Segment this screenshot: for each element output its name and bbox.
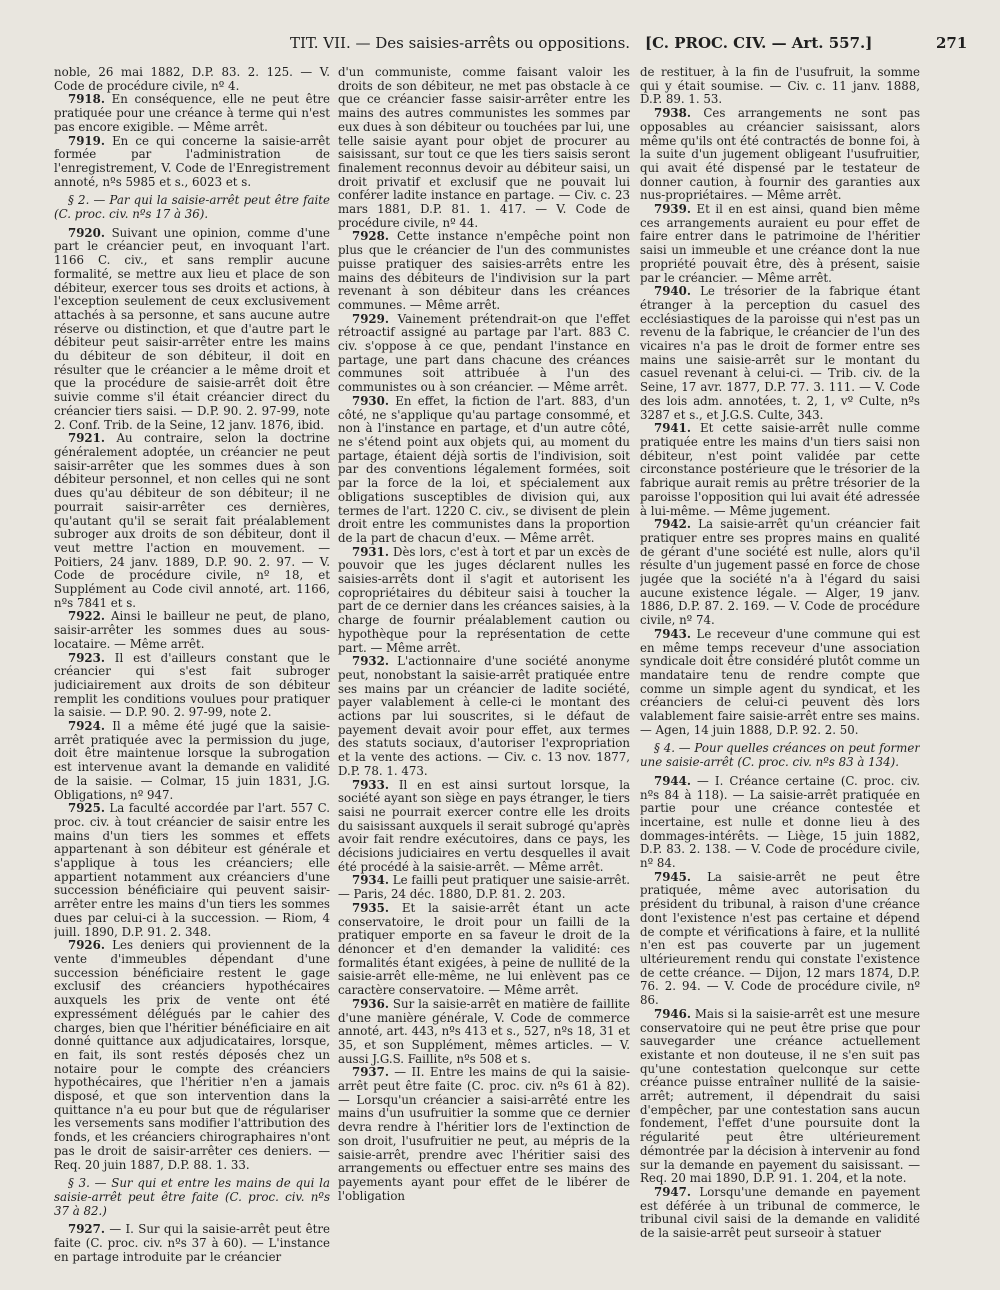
paragraph-number: 7924.	[68, 719, 105, 734]
numbered-paragraph	[338, 1066, 630, 1203]
paragraph-number: 7935.	[352, 900, 389, 915]
paragraph-number: 7937.	[352, 1065, 389, 1080]
paragraph-number: 7931.	[352, 544, 389, 559]
continued-paragraph: de restituer, à la fin de l'usufruit, la somme qui y était soumise. — Civ. c. 11 janv. 1888, D.P. 89. 1. 53.	[640, 66, 920, 107]
numbered-paragraph	[338, 230, 630, 312]
paragraph-text: La faculté accordée par l'art. 557 C. proc. civ. à tout créancier de saisir entre les mains d'un tiers les sommes et effets appartenant à son débiteur est générale et s'applique à tous les créanciers; elle appartient notamment aux créanciers d'une succession bénéficiaire qui peuvent saisir-arrêter entre les mains d'un tiers les sommes dues par celui-ci à la succession. — Riom, 4 juill. 1890, D.P. 91. 2. 348.	[54, 801, 330, 939]
numbered-paragraph	[54, 432, 330, 610]
numbered-paragraph	[54, 610, 330, 651]
paragraph-text: Le failli peut pratiquer une saisie-arrêt. — Paris, 24 déc. 1880, D.P. 81. 2. 203.	[338, 873, 630, 902]
paragraph-text: Il en est ainsi surtout lorsque, la société ayant son siège en pays étranger, le tiers saisi ne pourrait exercer contre elle les droits du saisissant auxquels il serait subrogé qu'après avoir fait rendre exécutoires, dans ce pays, les décisions judiciaires en vertu desquelles il avait été procédé à la saisie-arrêt. — Même arrêt.	[338, 777, 630, 874]
paragraph-text: La saisie-arrêt qu'un créancier fait pratiquer entre ses propres mains en qualité de gérant d'une société est nulle, alors qu'il résulte d'un jugement passé en force de chose jugée que la société n'a à l'égard du saisi aucune existence légale. — Alger, 19 janv. 1886, D.P. 87. 2. 169. — V. Code de procédure civile, nº 74.	[640, 517, 920, 628]
paragraph-number: 7939.	[654, 202, 691, 217]
paragraph-text: — II. Entre les mains de qui la saisie-arrêt peut être faite (C. proc. civ. nºs 61 à 82). — Lorsqu'un créancier a saisi-arrêté entre les mains d'un usufruitier la somme que ce dernier devra rendre à l'héritier lors de l'extinction de son droit, l'usufruitier ne peut, au mépris de la saisie-arrêt, prendre avec l'héritier saisi des arrangements ou effectuer entre ses mains des payements ayant pour effet de le libérer de l'obligation	[338, 1065, 630, 1203]
paragraph-number: 7940.	[654, 284, 691, 299]
numbered-paragraph	[640, 871, 920, 1008]
section-heading	[54, 1177, 330, 1218]
continued-paragraph: d'un communiste, comme faisant valoir les droits de son débiteur, ne met pas obstacle à ce que ce créancier fasse saisir-arrêter entre les mains des autres communistes les sommes par eux dues à son débiteur ou touchées par lui, une telle saisie ayant pour objet de procurer au saisissant, sur tout ce que les tiers saisis seront finalement reconnus devoir au débiteur saisi, un droit privatif et exclusif que ne pouvait lui conférer ladite instance en partage. — Civ. c. 23 mars 1881, D.P. 81. 1. 417. — V. Code de procédure civile, nº 44.	[338, 66, 630, 230]
paragraph-number: 7930.	[352, 393, 389, 408]
paragraph-text: Le trésorier de la fabrique étant étranger à la perception du casuel des ecclésiastiques de la paroisse qui n'est pas un revenu de la fabrique, le créancier de l'un des vicaires n'a pas le droit de former entre ses mains une saisie-arrêt sur le montant du casuel revenant à celui-ci. — Trib. civ. de la Seine, 17 avr. 1877, D.P. 77. 3. 111. — V. Code des lois adm. annotées, t. 2, 1, vº Culte, nºs 3287 et s., et J.G.S. Culte, 343.	[640, 284, 920, 422]
paragraph-number: 7942.	[654, 517, 691, 532]
paragraph-number: 7933.	[352, 777, 389, 792]
paragraph-number: 7944.	[654, 773, 691, 788]
paragraph-text: Ces arrangements ne sont pas opposables au créancier saisissant, alors même qu'ils ont été contractés de bonne foi, à la suite d'un jugement obligeant l'usufruitier, qui avait été dispensé par le testateur de donner caution, à fournir des garanties aux nus-propriétaires. — Même arrêt.	[640, 106, 920, 203]
numbered-paragraph	[338, 998, 630, 1067]
numbered-paragraph	[54, 802, 330, 939]
paragraph-number: 7920.	[68, 225, 105, 240]
paragraph-text: En effet, la fiction de l'art. 883, d'un côté, ne s'applique qu'au partage consommé, et non à l'instance en partage, et d'un autre côté, ne s'étend point aux objets qui, au moment du partage, étaient déjà sortis de l'indivision, soit par des conventions légalement formées, soit par la force de la loi, et spécialement aux obligations susceptibles de division qui, aux termes de l'art. 1220 C. civ., se divisent de plein droit entre les communistes dans la proportion de la part de chacun d'eux. — Même arrêt.	[338, 393, 630, 545]
paragraph-text: La saisie-arrêt ne peut être pratiquée, même avec autorisation du président du tribunal, à raison d'une créance dont l'existence n'est pas certaine et dépend de compte et vérifications à faire, et la nullité n'en est pas couverte par un jugement ultérieurement rendu qui constate l'existence de cette créance. — Dijon, 12 mars 1874, D.P. 76. 2. 94. — V. Code de procédure civile, nº 86.	[640, 869, 920, 1008]
numbered-paragraph	[338, 902, 630, 998]
numbered-paragraph	[338, 779, 630, 875]
paragraph-number: 7938.	[654, 106, 691, 121]
paragraph-number: 7925.	[68, 801, 105, 816]
section-heading	[54, 194, 330, 221]
paragraph-text: Et il en est ainsi, quand bien même ces arrangements auraient eu pour effet de faire entrer dans le patrimoine de l'héritier saisi un immeuble et une créance dont la nue propriété pouvait être, dès à présent, saisie par le créancier. — Même arrêt.	[640, 202, 920, 285]
numbered-paragraph	[338, 546, 630, 656]
paragraph-text: En conséquence, elle ne peut être pratiquée pour une créance à terme qui n'est pas encore exigible. — Même arrêt.	[54, 92, 330, 134]
numbered-paragraph	[640, 1008, 920, 1186]
paragraph-number: 7932.	[352, 654, 389, 669]
paragraph-text: Suivant une opinion, comme d'une part le créancier peut, en invoquant l'art. 1166 C. civ., et sans remplir aucune formalité, se mettre aux lieu et place de son débiteur, exercer tous ses droits et actions, à l'exception seulement de ceux exclusivement attachés à sa personne, et sans aucune autre réserve ou distinction, et que d'autre part le débiteur peut saisir-arrêter entre les mains du débiteur de son débiteur, il doit en résulter que le créancier a le même droit et que la procédure de saisie-arrêt doit être suivie comme s'il était créancier direct du créancier tiers saisi. — D.P. 90. 2. 97-99, note 2. Conf. Trib. de la Seine, 12 janv. 1876, ibid.	[54, 225, 330, 432]
paragraph-number: 7919.	[68, 133, 105, 148]
paragraph-text: En ce qui concerne la saisie-arrêt formée par l'administration de l'enregistrement, V. Code de l'Enregistrement annoté, nºs 5985 et s., 6023 et s.	[54, 133, 330, 189]
numbered-paragraph	[338, 874, 630, 901]
running-title: TIT. VII. — Des saisies-arrêts ou oppositions.	[290, 34, 631, 52]
paragraph-text: Et cette saisie-arrêt nulle comme pratiquée entre les mains d'un tiers saisi non débiteur, n'est point validée par cette circonstance postérieure que le trésorier de la fabrique aurait remis au prêtre trésorier de la paroisse l'opposition qui lui avait été adressée à lui-même. — Même jugement.	[640, 421, 920, 518]
numbered-paragraph	[54, 1223, 330, 1264]
numbered-paragraph	[640, 285, 920, 422]
paragraph-text: Et la saisie-arrêt étant un acte conservatoire, le droit pour un failli de la pratiquer emporte en sa faveur le droit de la dénoncer et d'en demander la validité: ces formalités étant exigées, à peine de nullité de la saisie-arrêt elle-même, ne lui enlèvent pas ce caractère conservatoire. — Même arrêt.	[338, 900, 630, 998]
paragraph-text: Au contraire, selon la doctrine généralement adoptée, un créancier ne peut saisir-arrêter que les sommes dues à son débiteur personnel, et non celles qui ne sont dues qu'au débiteur de son débiteur; il ne pourrait saisir-arrêter ces dernières, qu'autant qu'il se serait fait préalablement subroger aux droits de son débiteur, dont il veut mettre l'action en mouvement. — Poitiers, 24 janv. 1889, D.P. 90. 2. 97. — V. Code de procédure civile, nº 18, et Supplément au Code civil annoté, art. 1166, nºs 7841 et s.	[54, 431, 330, 610]
numbered-paragraph	[640, 107, 920, 203]
numbered-paragraph	[54, 135, 330, 190]
article-reference: [C. PROC. CIV. — Art. 557.]	[645, 34, 873, 52]
continued-paragraph: noble, 26 mai 1882, D.P. 83. 2. 125. — V. Code de procédure civile, nº 4.	[54, 66, 330, 93]
paragraph-number: 7943.	[654, 626, 691, 641]
numbered-paragraph	[54, 93, 330, 134]
paragraph-text: — I. Créance certaine (C. proc. civ. nºs 84 à 118). — La saisie-arrêt pratiquée en partie pour une créance contestée et incertaine, est nulle et donne lieu à des dommages-intérêts. — Liège, 15 juin 1882, D.P. 83. 2. 138. — V. Code de procédure civile, nº 84.	[640, 773, 920, 871]
paragraph-text: Le receveur d'une commune qui est en même temps receveur d'une association syndicale doit être considéré plutôt comme un mandataire tenu de rendre compte que comme un simple agent du syndicat, et les créanciers de celui-ci peuvent dès lors valablement faire saisie-arrêt entre ses mains. — Agen, 14 juin 1888, D.P. 92. 2. 50.	[640, 626, 920, 737]
page-header	[0, 34, 1000, 58]
paragraph-text: Sur la saisie-arrêt en matière de faillite d'une manière générale, V. Code de commerce annoté, art. 443, nºs 413 et s., 527, nºs 18, 31 et 35, et son Supplément, mêmes articles. — V. aussi J.G.S. Faillite, nºs 508 et s.	[338, 996, 630, 1066]
section-heading-text: § 3. — Sur qui et entre les mains de qui la saisie-arrêt peut être faite (C. proc. civ. nºs 37 à 82.)	[54, 1176, 330, 1218]
numbered-paragraph	[640, 518, 920, 628]
paragraph-text: Il est d'ailleurs constant que le créancier qui s'est fait subroger judiciairement aux droits de son débiteur remplit les conditions voulues pour pratiquer la saisie. — D.P. 90. 2. 97-99, note 2.	[54, 650, 330, 720]
paragraph-number: 7945.	[654, 869, 691, 884]
numbered-paragraph	[338, 313, 630, 395]
page-number: 271	[936, 34, 968, 52]
numbered-paragraph	[54, 652, 330, 721]
paragraph-text: Vainement prétendrait-on que l'effet rétroactif assigné au partage par l'art. 883 C. civ. s'oppose à ce que, pendant l'instance en partage, une part dans chacune des créances communes soit attribuée à l'un des communistes ou à son créancier. — Même arrêt.	[338, 311, 630, 395]
numbered-paragraph	[640, 775, 920, 871]
paragraph-text: Il a même été jugé que la saisie-arrêt pratiquée avec la permission du juge, doit être maintenue lorsque la subrogation est intervenue avant la demande en validité de la saisie. — Colmar, 15 juin 1831, J.G. Obligations, nº 947.	[54, 719, 330, 802]
paragraph-text: Ainsi le bailleur ne peut, de plano, saisir-arrêter les sommes dues au sous-locataire. — Même arrêt.	[54, 609, 330, 651]
paragraph-text: — I. Sur qui la saisie-arrêt peut être faite (C. proc. civ. nºs 37 à 60). — L'instance en partage introduite par le créancier	[54, 1222, 330, 1264]
numbered-paragraph	[338, 655, 630, 778]
paragraph-number: 7922.	[68, 609, 105, 624]
paragraph-text: Mais si la saisie-arrêt est une mesure conservatoire qui ne peut être prise que pour sauvegarder une créance actuellement existante et non douteuse, il ne s'en suit pas qu'une contestation quelconque sur cette créance puisse entraîner nullité de la saisie-arrêt; autrement, il dépendrait du saisi d'empêcher, par une contestation sans aucun fondement, l'effet d'une poursuite dont la régularité peut être ultérieurement démontrée par la décision à intervenir au fond sur la demande en payement du saisissant. — Req. 20 mai 1890, D.P. 91. 1. 204, et la note.	[640, 1006, 920, 1186]
numbered-paragraph	[54, 720, 330, 802]
numbered-paragraph	[640, 422, 920, 518]
text-column-left	[54, 66, 330, 1280]
paragraph-number: 7926.	[68, 938, 105, 953]
numbered-paragraph	[640, 203, 920, 285]
text-column-right	[640, 66, 920, 1280]
section-heading-text: § 4. — Pour quelles créances on peut former une saisie-arrêt (C. proc. civ. nºs 83 à 134).	[640, 741, 920, 770]
paragraph-number: 7929.	[352, 311, 389, 326]
paragraph-text: Cette instance n'empêche point non plus que le créancier de l'un des communistes puisse pratiquer des saisies-arrêts entre les mains des débiteurs de l'indivision sur la part revenant à son débiteur dans les créances communes. — Même arrêt.	[338, 229, 630, 312]
paragraph-number: 7921.	[68, 431, 105, 446]
numbered-paragraph	[338, 395, 630, 546]
paragraph-number: 7918.	[68, 92, 105, 107]
numbered-paragraph	[640, 1186, 920, 1241]
paragraph-number: 7947.	[654, 1184, 691, 1199]
paragraph-text: Les deniers qui proviennent de la vente d'immeubles dépendant d'une succession bénéficiaire restent le gage exclusif des créanciers hypothécaires auxquels les prix de vente ont été expressément délégués par le cahier des charges, bien que l'héritier bénéficiaire en ait donné quittance aux adjudicataires, lorsque, en fait, ils sont restés déposés chez un notaire pour le compte des créanciers hypothécaires, que l'héritier n'en a jamais disposé, et que son intervention dans la quittance n'a eu pour but que de régulariser les versements sans modifier l'attribution des fonds, et les créanciers chirographaires n'ont pas le droit de saisir-arrêter ces deniers. — Req. 20 juin 1887, D.P. 88. 1. 33.	[54, 938, 330, 1172]
paragraph-number: 7941.	[654, 421, 691, 436]
paragraph-number: 7934.	[352, 873, 389, 888]
paragraph-text: L'actionnaire d'une société anonyme peut, nonobstant la saisie-arrêt pratiquée entre ses mains par un créancier de ladite société, payer valablement à celle-ci le montant des actions par lui souscrites, si le défaut de payement devait avoir pour effet, aux termes des statuts sociaux, d'autoriser l'expropriation et la vente des actions. — Civ. c. 13 nov. 1877, D.P. 78. 1. 473.	[338, 654, 630, 778]
section-heading	[640, 742, 920, 769]
section-heading-text: § 2. — Par qui la saisie-arrêt peut être faite (C. proc. civ. nºs 17 à 36).	[54, 193, 330, 222]
text-column-middle	[338, 66, 630, 1280]
paragraph-number: 7936.	[352, 996, 389, 1011]
numbered-paragraph	[54, 227, 330, 433]
paragraph-text: Lorsqu'une demande en payement est déférée à un tribunal de commerce, le tribunal civil saisi de la demande en validité de la saisie-arrêt peut surseoir à statuer	[640, 1184, 920, 1241]
paragraph-number: 7928.	[352, 229, 389, 244]
paragraph-number: 7927.	[68, 1222, 105, 1237]
paragraph-text: Dès lors, c'est à tort et par un excès de pouvoir que les juges déclarent nulles les saisies-arrêts dont il s'agit et autorisent les copropriétaires du débiteur saisi à toucher la part de ce dernier dans les créances saisies, à la charge de fournir préalablement caution ou hypothèque pour la représentation de cette part. — Même arrêt.	[338, 544, 630, 655]
numbered-paragraph	[54, 939, 330, 1172]
paragraph-number: 7946.	[654, 1006, 691, 1021]
numbered-paragraph	[640, 628, 920, 738]
paragraph-number: 7923.	[68, 650, 105, 665]
